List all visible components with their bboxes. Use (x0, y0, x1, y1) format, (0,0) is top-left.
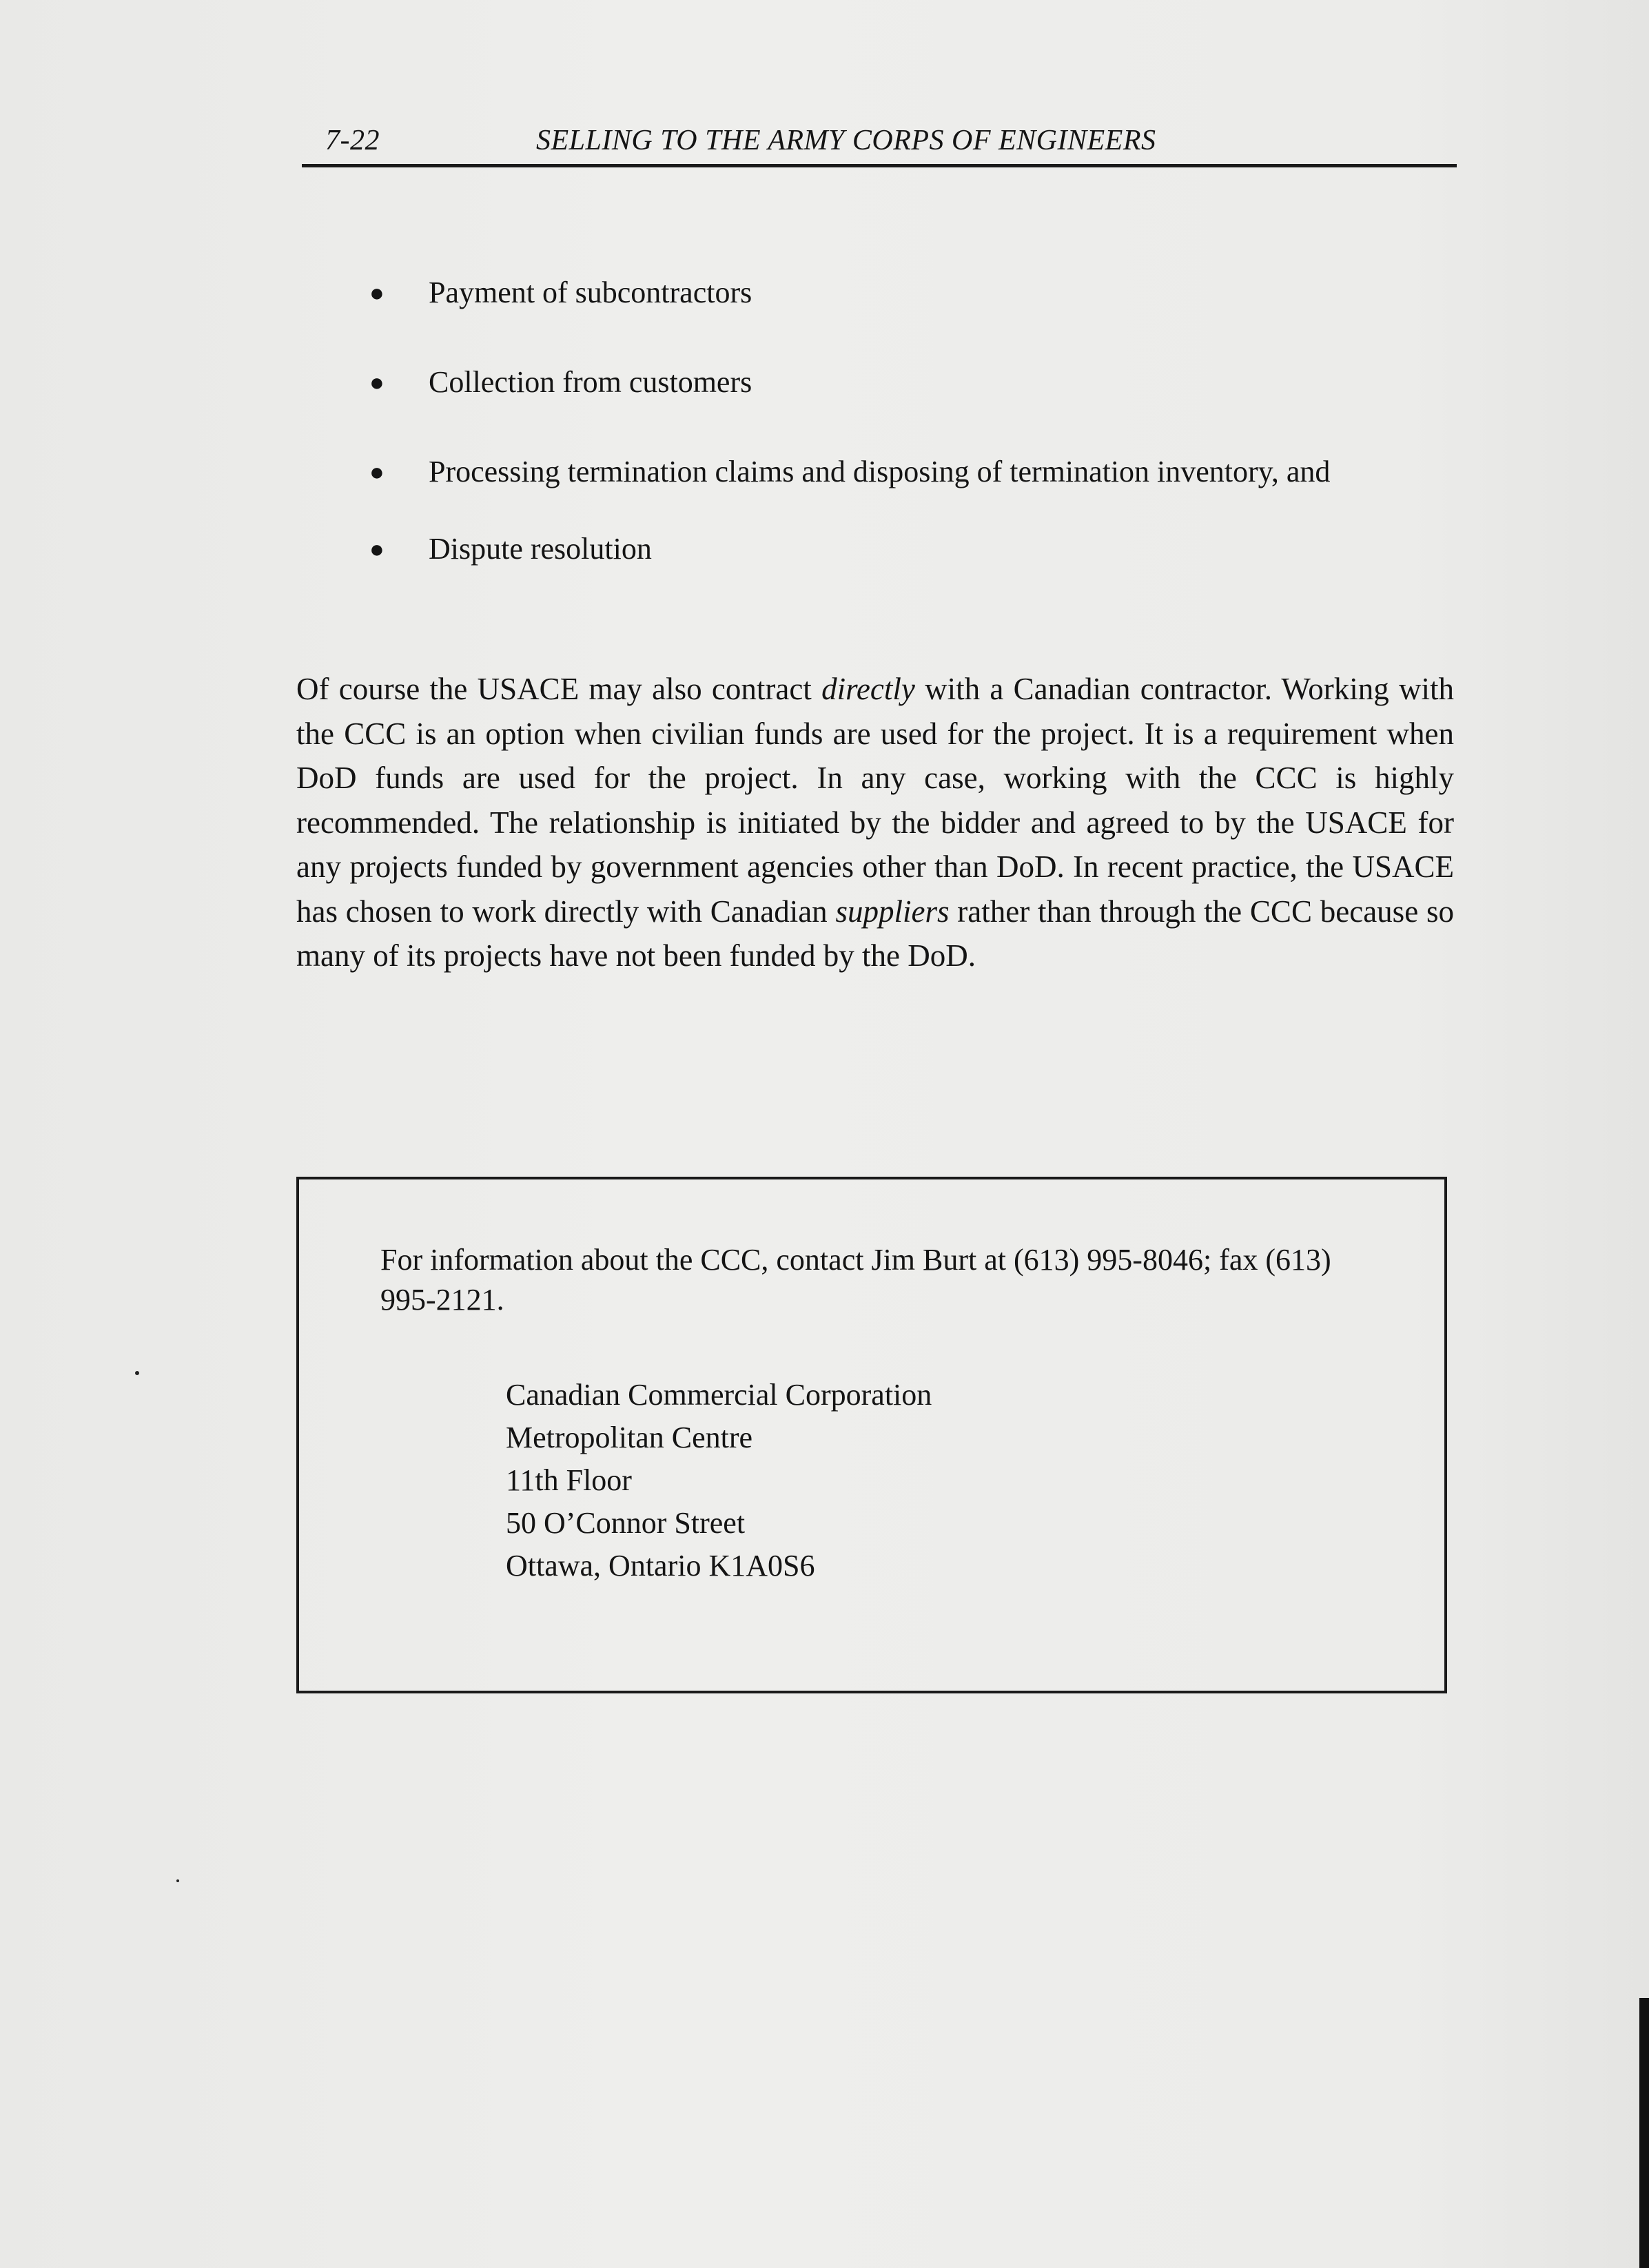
list-item-text: Processing termination claims and disposing of termination inventory, and (429, 455, 1331, 488)
page-edge-shadow (1639, 1998, 1649, 2268)
list-item (365, 272, 1440, 313)
page-number: 7-22 (325, 125, 380, 156)
address-line: 11th Floor (506, 1463, 632, 1497)
address-line: Metropolitan Centre (506, 1421, 753, 1454)
list-item (365, 362, 1440, 403)
running-title: SELLING TO THE ARMY CORPS OF ENGINEERS (536, 125, 1156, 156)
list-item (365, 528, 1440, 570)
body-paragraph (296, 667, 1454, 978)
list-item (365, 451, 1440, 493)
contact-box (296, 1177, 1447, 1693)
address-line: 50 O’Connor Street (506, 1506, 746, 1540)
emphasis-text: directly (821, 672, 915, 706)
address-line: Canadian Commercial Corporation (506, 1378, 932, 1412)
paragraph-text: with a Canadian contractor. Working with the CCC is an option when civilian funds are used for the project. It is a requirement when DoD funds are used for the project. In any case, working with the CCC is highly recommended. The relationship is initiated by the bidder and agreed to by the USACE for any projects funded by government agencies other than DoD. In recent practice, the USACE has chosen to work directly with Canadian (296, 672, 1454, 929)
contact-info: For information about the CCC, contact Jim Burt at (613) 995-8046; fax (613) 995-2121. (380, 1243, 1331, 1317)
bullet-list (365, 272, 1440, 618)
list-item-text: Dispute resolution (429, 532, 652, 566)
bullet-icon: ● (369, 369, 385, 396)
paragraph-text: Of course the USACE may also contract (296, 672, 822, 706)
bullet-icon: ● (369, 458, 385, 486)
emphasis-text: suppliers (835, 894, 950, 929)
stray-mark (135, 1371, 139, 1375)
paragraph-text: rather than through the CCC because so many of its projects have not been funded by the DoD. (296, 894, 1454, 973)
list-item-text: Payment of subcontractors (429, 276, 752, 309)
bullet-icon: ● (369, 279, 385, 307)
bullet-icon: ● (369, 535, 385, 563)
list-item-text: Collection from customers (429, 365, 752, 399)
mailing-address (506, 1374, 932, 1587)
page-header (302, 123, 1457, 167)
address-line: Ottawa, Ontario K1A0S6 (506, 1549, 815, 1583)
stray-mark (176, 1879, 179, 1882)
